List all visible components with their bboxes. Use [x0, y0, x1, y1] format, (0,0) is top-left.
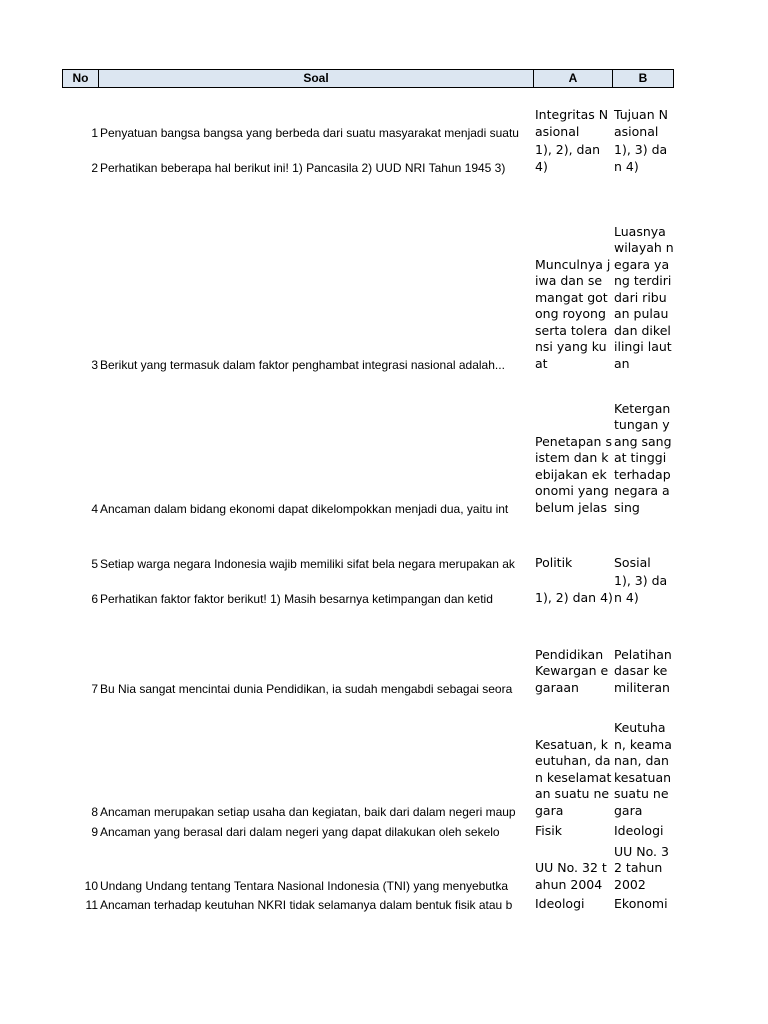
option-a-cell[interactable]: Ideologi	[535, 895, 585, 911]
question-cell[interactable]: Bu Nia sangat mencintai dunia Pendidikan, ia sudah mengabdi sebagai seora	[100, 682, 513, 696]
question-cell[interactable]: Undang Undang tentang Tentara Nasional Indonesia (TNI) yang menyebutka	[100, 879, 509, 893]
question-cell[interactable]: Setiap warga negara Indonesia wajib memiliki sifat bela negara merupakan ak	[100, 557, 515, 571]
option-b-cell[interactable]: Tujuan Nasional	[614, 107, 668, 139]
question-cell[interactable]: Ancaman yang berasal dari dalam negeri yang dapat dilakukan oleh sekelo	[100, 825, 500, 839]
row-number[interactable]: 1	[91, 126, 98, 140]
option-b-cell[interactable]: Pelatihan dasar kemiliteran	[614, 646, 672, 695]
option-b-cell[interactable]: Luasnya wilayah negara yang terdiri dari ribuan pulau dan dikelilingi lautan	[614, 223, 674, 371]
question-cell[interactable]: Perhatikan beberapa hal berikut ini! 1) Pancasila 2) UUD NRI Tahun 1945 3)	[100, 161, 506, 175]
question-cell[interactable]: Perhatikan faktor faktor berikut! 1) Masih besarnya ketimpangan dan ketid	[100, 592, 493, 606]
option-a-cell[interactable]: Munculnya jiwa dan semangat gotong royong serta toleransi yang kuat	[535, 256, 611, 371]
option-a-cell[interactable]: Penetapan sistem dan kebijakan ekonomi yang belum jelas	[535, 433, 612, 515]
question-cell[interactable]: Ancaman dalam bidang ekonomi dapat dikelompokkan menjadi dua, yaitu int	[100, 502, 509, 516]
question-cell[interactable]: Ancaman merupakan setiap usaha dan kegiatan, baik dari dalam negeri maup	[100, 805, 516, 819]
row-number[interactable]: 10	[84, 879, 98, 893]
row-number[interactable]: 2	[91, 161, 98, 175]
question-cell[interactable]: Berikut yang termasuk dalam faktor penghambat integrasi nasional adalah...	[100, 358, 505, 372]
row-number[interactable]: 7	[91, 682, 98, 696]
option-b-cell[interactable]: 1), 3) dan 4)	[614, 142, 668, 174]
row-number[interactable]: 8	[91, 805, 98, 819]
option-b-cell[interactable]: Ekonomi	[614, 895, 668, 911]
header-a[interactable]: A	[534, 69, 613, 88]
option-b-cell[interactable]: UU No. 32 tahun 2002	[614, 843, 669, 892]
row-number[interactable]: 5	[91, 557, 98, 571]
option-b-cell[interactable]: Ideologi	[614, 822, 664, 838]
option-a-cell[interactable]: Kesatuan, keutuhan, dan keselamatan suatu negara	[535, 736, 612, 818]
option-a-cell[interactable]: Fisik	[535, 822, 562, 838]
option-a-cell[interactable]: Pendidikan Kewargan egaraan	[535, 646, 609, 695]
table-row[interactable]	[62, 0, 674, 912]
option-a-cell[interactable]: Integritas Nasional	[535, 107, 609, 139]
question-cell[interactable]: Ancaman terhadap keutuhan NKRI tidak selamanya dalam bentuk fisik atau b	[100, 898, 513, 912]
header-no[interactable]: No	[62, 69, 99, 88]
header-b[interactable]: B	[613, 69, 674, 88]
option-b-cell[interactable]: Keutuhan, keamanan, dan kesatuan suatu negara	[614, 720, 672, 818]
option-b-cell[interactable]: Ketergantungan yang sangat tinggi terhadap negara asing	[614, 400, 672, 515]
option-a-cell[interactable]: 1), 2), dan 4)	[535, 142, 601, 174]
option-a-cell[interactable]: Politik	[535, 554, 573, 570]
row-number[interactable]: 11	[85, 898, 98, 912]
row-number[interactable]: 6	[91, 592, 98, 606]
option-b-cell[interactable]: Sosial	[614, 554, 651, 570]
option-a-cell[interactable]: 1), 2) dan 4)	[535, 589, 613, 605]
row-number[interactable]: 3	[91, 358, 98, 372]
option-a-cell[interactable]: UU No. 32 tahun 2004	[535, 860, 607, 892]
option-b-cell[interactable]: 1), 3) dan 4)	[614, 573, 668, 605]
question-cell[interactable]: Penyatuan bangsa bangsa yang berbeda dari suatu masyarakat menjadi suatu	[100, 126, 519, 140]
row-number[interactable]: 9	[91, 825, 98, 839]
header-soal[interactable]: Soal	[99, 69, 534, 88]
row-number[interactable]: 4	[91, 502, 98, 516]
